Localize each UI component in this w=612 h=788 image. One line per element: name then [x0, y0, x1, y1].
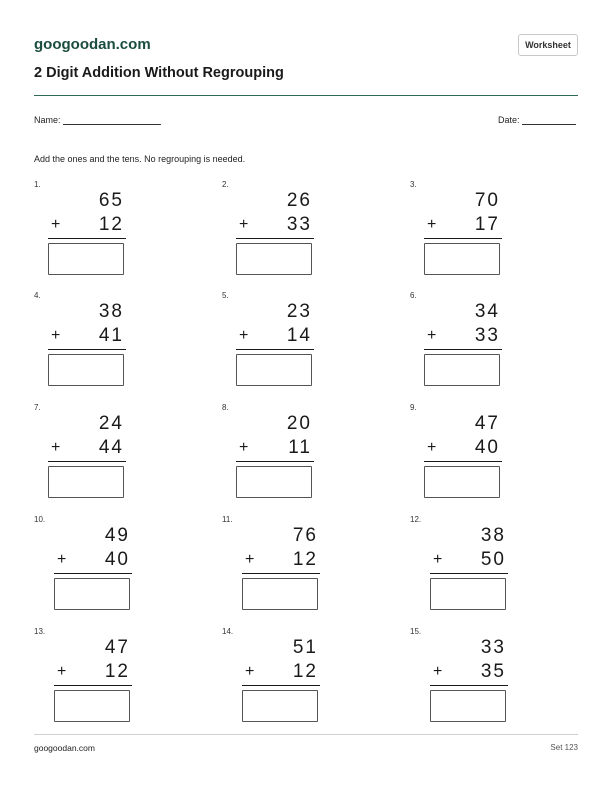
top-addend: 51 — [292, 637, 318, 658]
top-addend: 20 — [286, 413, 312, 434]
problem-number: 8. — [222, 403, 229, 412]
problem-number: 4. — [34, 291, 41, 300]
problem-number: 5. — [222, 291, 229, 300]
sum-line — [48, 461, 126, 462]
top-addend: 26 — [286, 190, 312, 211]
top-addend: 38 — [480, 525, 506, 546]
top-addend: 47 — [474, 413, 500, 434]
top-addend: 76 — [292, 525, 318, 546]
worksheet-badge: Worksheet — [518, 34, 578, 56]
answer-box[interactable] — [424, 466, 500, 498]
header-divider — [34, 95, 578, 96]
answer-box[interactable] — [54, 578, 130, 610]
footer-brand: googoodan.com — [34, 743, 95, 753]
top-addend: 34 — [474, 301, 500, 322]
problem-card — [410, 627, 520, 732]
bottom-addend: 41 — [98, 325, 124, 346]
sum-line — [236, 461, 314, 462]
plus-sign: + — [433, 551, 443, 568]
bottom-addend: 14 — [286, 325, 312, 346]
date-label: Date: — [498, 115, 520, 125]
bottom-addend: 35 — [480, 661, 506, 682]
problem-number: 2. — [222, 180, 229, 189]
bottom-addend: 12 — [292, 549, 318, 570]
bottom-addend: 12 — [98, 214, 124, 235]
bottom-addend: 12 — [104, 661, 130, 682]
bottom-addend: 17 — [474, 214, 500, 235]
plus-sign: + — [239, 439, 249, 456]
bottom-addend: 44 — [98, 437, 124, 458]
top-addend: 65 — [98, 190, 124, 211]
answer-box[interactable] — [236, 466, 312, 498]
top-addend: 49 — [104, 525, 130, 546]
sum-line — [48, 349, 126, 350]
sum-line — [54, 685, 132, 686]
plus-sign: + — [427, 216, 437, 233]
answer-box[interactable] — [48, 354, 124, 386]
problem-number: 12. — [410, 515, 422, 524]
bottom-addend: 11 — [288, 437, 312, 458]
problem-card — [222, 627, 332, 732]
plus-sign: + — [57, 551, 67, 568]
top-addend: 70 — [474, 190, 500, 211]
instructions-text: Add the ones and the tens. No regrouping is needed. — [34, 154, 246, 164]
problem-card — [34, 291, 144, 396]
answer-box[interactable] — [424, 354, 500, 386]
sum-line — [430, 573, 508, 574]
problem-card — [34, 515, 144, 620]
top-addend: 33 — [480, 637, 506, 658]
plus-sign: + — [239, 327, 249, 344]
plus-sign: + — [427, 327, 437, 344]
brand-logo-text: googoodan.com — [34, 36, 151, 53]
date-blank-line[interactable] — [522, 114, 576, 125]
sum-line — [242, 573, 320, 574]
problem-number: 7. — [34, 403, 41, 412]
answer-box[interactable] — [54, 690, 130, 722]
plus-sign: + — [427, 439, 437, 456]
answer-box[interactable] — [424, 243, 500, 275]
top-addend: 38 — [98, 301, 124, 322]
problem-card — [410, 403, 520, 508]
answer-box[interactable] — [242, 690, 318, 722]
answer-box[interactable] — [48, 466, 124, 498]
sum-line — [242, 685, 320, 686]
problem-number: 9. — [410, 403, 417, 412]
answer-box[interactable] — [236, 354, 312, 386]
footer-set-label: Set 123 — [550, 743, 578, 752]
problem-number: 11. — [222, 515, 233, 524]
date-field[interactable] — [498, 114, 576, 125]
sum-line — [48, 238, 126, 239]
answer-box[interactable] — [236, 243, 312, 275]
page-title: 2 Digit Addition Without Regrouping — [34, 65, 284, 81]
problem-number: 14. — [222, 627, 234, 636]
problem-card — [222, 515, 332, 620]
top-addend: 24 — [98, 413, 124, 434]
bottom-addend: 50 — [480, 549, 506, 570]
sum-line — [424, 349, 502, 350]
problem-number: 6. — [410, 291, 417, 300]
top-addend: 23 — [286, 301, 312, 322]
bottom-addend: 12 — [292, 661, 318, 682]
plus-sign: + — [433, 663, 443, 680]
answer-box[interactable] — [242, 578, 318, 610]
problem-number: 15. — [410, 627, 422, 636]
name-blank-line[interactable] — [63, 114, 161, 125]
plus-sign: + — [239, 216, 249, 233]
problem-card — [222, 403, 332, 508]
sum-line — [430, 685, 508, 686]
bottom-addend: 33 — [286, 214, 312, 235]
plus-sign: + — [51, 216, 61, 233]
problem-card — [410, 515, 520, 620]
problem-card — [222, 291, 332, 396]
name-field[interactable] — [34, 114, 161, 125]
plus-sign: + — [245, 663, 255, 680]
problem-card — [410, 180, 520, 285]
problem-number: 1. — [34, 180, 41, 189]
problem-card — [34, 180, 144, 285]
bottom-addend: 33 — [474, 325, 500, 346]
problem-card — [34, 627, 144, 732]
sum-line — [236, 349, 314, 350]
problem-card — [410, 291, 520, 396]
sum-line — [424, 238, 502, 239]
bottom-addend: 40 — [104, 549, 130, 570]
sum-line — [236, 238, 314, 239]
answer-box[interactable] — [48, 243, 124, 275]
name-label: Name: — [34, 115, 61, 125]
problem-number: 10. — [34, 515, 46, 524]
plus-sign: + — [51, 327, 61, 344]
plus-sign: + — [51, 439, 61, 456]
top-addend: 47 — [104, 637, 130, 658]
sum-line — [54, 573, 132, 574]
plus-sign: + — [57, 663, 67, 680]
problem-card — [222, 180, 332, 285]
footer-divider — [34, 734, 578, 735]
plus-sign: + — [245, 551, 255, 568]
problem-number: 3. — [410, 180, 417, 189]
bottom-addend: 40 — [474, 437, 500, 458]
sum-line — [424, 461, 502, 462]
problem-number: 13. — [34, 627, 46, 636]
answer-box[interactable] — [430, 690, 506, 722]
answer-box[interactable] — [430, 578, 506, 610]
problem-card — [34, 403, 144, 508]
